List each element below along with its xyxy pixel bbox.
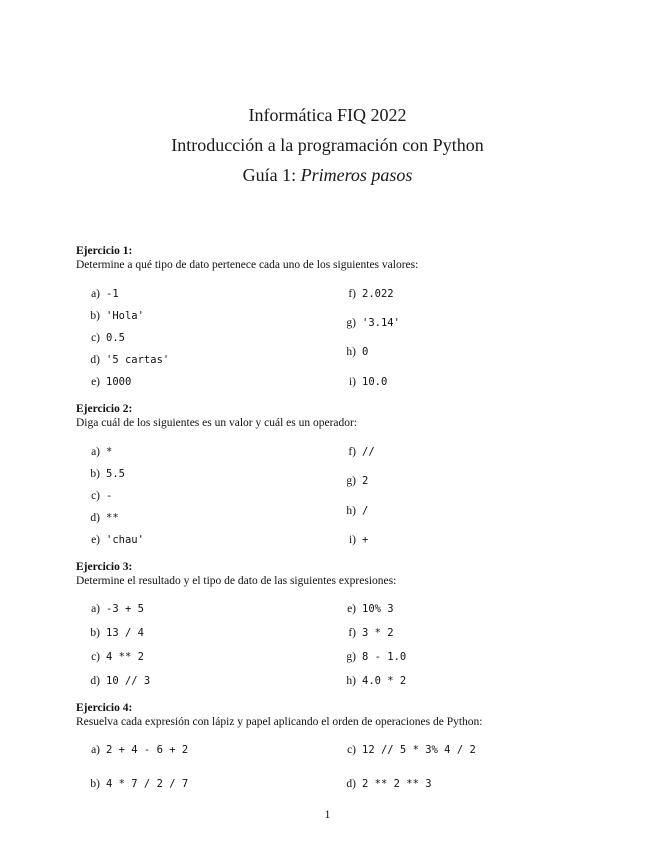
- exercise-heading: Ejercicio 2:: [76, 403, 133, 415]
- item-label: h): [346, 505, 356, 517]
- item-code: 'Hola': [106, 310, 144, 322]
- item-code: '5 cartas': [106, 354, 170, 366]
- item-label: c): [91, 651, 100, 663]
- item-label: a): [91, 288, 100, 300]
- list-item: [86, 375, 131, 388]
- item-label: b): [90, 310, 100, 322]
- item-label: d): [90, 354, 100, 366]
- list-item: [86, 309, 144, 322]
- item-label: d): [90, 675, 100, 687]
- item-label: a): [91, 744, 100, 756]
- list-item: [342, 445, 375, 458]
- item-code: -3 + 5: [106, 603, 144, 615]
- list-item: [86, 650, 144, 663]
- list-item: [342, 533, 368, 546]
- list-item: [86, 445, 112, 458]
- list-item: [86, 626, 144, 639]
- guide-title: [0, 160, 655, 190]
- list-item: [86, 467, 125, 480]
- list-item: [342, 474, 368, 487]
- list-item: [342, 650, 406, 663]
- item-label: i): [348, 376, 356, 388]
- exercise-2: [76, 402, 596, 430]
- item-code: **: [106, 512, 119, 524]
- list-item: [86, 777, 188, 790]
- item-code: 2.022: [362, 288, 394, 300]
- exercise-prompt: Determine a qué tipo de dato pertenece cada uno de los siguientes valores:: [76, 259, 419, 271]
- list-item: [86, 287, 119, 300]
- item-code: //: [362, 446, 375, 458]
- item-label: d): [346, 778, 356, 790]
- exercise-prompt: Resuelva cada expresión con lápiz y papel aplicando el orden de operaciones de Python:: [76, 716, 483, 728]
- item-code: /: [362, 505, 369, 517]
- item-code: '3.14': [362, 317, 400, 329]
- guide-title-prefix: Guía 1:: [242, 165, 301, 185]
- exercise-prompt: Diga cuál de los siguientes es un valor y cuál es un operador:: [76, 417, 358, 429]
- item-code: 4.0 * 2: [362, 675, 407, 687]
- exercise-4: [76, 701, 596, 729]
- item-code: 4 ** 2: [106, 651, 144, 663]
- item-code: 10 // 3: [106, 675, 151, 687]
- item-code: *: [106, 446, 113, 458]
- item-code: 0.5: [106, 332, 125, 344]
- list-item: [342, 777, 432, 790]
- item-label: c): [347, 744, 356, 756]
- item-code: 12 // 5 * 3% 4 / 2: [362, 744, 476, 756]
- list-item: [86, 602, 144, 615]
- item-code: 8 - 1.0: [362, 651, 407, 663]
- item-code: 13 / 4: [106, 627, 144, 639]
- list-item: [86, 674, 150, 687]
- course-subtitle: Introducción a la programación con Python: [171, 135, 484, 155]
- item-code: 5.5: [106, 468, 125, 480]
- item-label: d): [90, 512, 100, 524]
- exercise-heading: Ejercicio 4:: [76, 702, 133, 714]
- item-label: h): [346, 346, 356, 358]
- item-label: a): [91, 446, 100, 458]
- list-item: [342, 345, 368, 358]
- item-code: +: [362, 534, 369, 546]
- list-item: [86, 353, 169, 366]
- item-label: g): [346, 475, 356, 487]
- list-item: [86, 331, 125, 344]
- list-item: [342, 602, 394, 615]
- list-item: [342, 674, 406, 687]
- item-label: b): [90, 627, 100, 639]
- item-label: g): [346, 651, 356, 663]
- list-item: [342, 287, 394, 300]
- item-code: 3 * 2: [362, 627, 394, 639]
- item-label: a): [91, 603, 100, 615]
- list-item: [342, 743, 476, 756]
- item-code: 10% 3: [362, 603, 394, 615]
- exercise-heading: Ejercicio 1:: [76, 245, 133, 257]
- item-code: 0: [362, 346, 369, 358]
- item-code: -1: [106, 288, 119, 300]
- list-item: [86, 533, 144, 546]
- item-label: f): [348, 288, 356, 300]
- item-code: -: [106, 490, 113, 502]
- list-item: [86, 511, 119, 524]
- document-title: [0, 100, 655, 190]
- item-label: b): [90, 468, 100, 480]
- list-item: [342, 504, 368, 517]
- item-code: 2 ** 2 ** 3: [362, 778, 432, 790]
- item-code: 2 + 4 - 6 + 2: [106, 744, 189, 756]
- item-label: e): [91, 534, 100, 546]
- item-label: i): [348, 534, 356, 546]
- item-code: 2: [362, 475, 369, 487]
- item-label: e): [347, 603, 356, 615]
- item-label: c): [91, 490, 100, 502]
- list-item: [342, 626, 394, 639]
- item-code: 'chau': [106, 534, 144, 546]
- item-code: 10.0: [362, 376, 388, 388]
- list-item: [86, 743, 188, 756]
- item-label: e): [91, 376, 100, 388]
- exercise-heading: Ejercicio 3:: [76, 561, 133, 573]
- item-label: g): [346, 317, 356, 329]
- page-number: 1: [324, 809, 331, 821]
- item-label: b): [90, 778, 100, 790]
- exercise-prompt: Determine el resultado y el tipo de dato de las siguientes expresiones:: [76, 575, 397, 587]
- list-item: [342, 316, 400, 329]
- guide-title-italic: Primeros pasos: [300, 165, 413, 185]
- list-item: [342, 375, 387, 388]
- item-label: f): [348, 446, 356, 458]
- exercise-1: [76, 244, 596, 272]
- item-label: f): [348, 627, 356, 639]
- exercise-3: [76, 560, 596, 588]
- list-item: [86, 489, 112, 502]
- course-title: Informática FIQ 2022: [248, 105, 407, 125]
- item-label: h): [346, 675, 356, 687]
- item-label: c): [91, 332, 100, 344]
- item-code: 4 * 7 / 2 / 7: [106, 778, 189, 790]
- item-code: 1000: [106, 376, 132, 388]
